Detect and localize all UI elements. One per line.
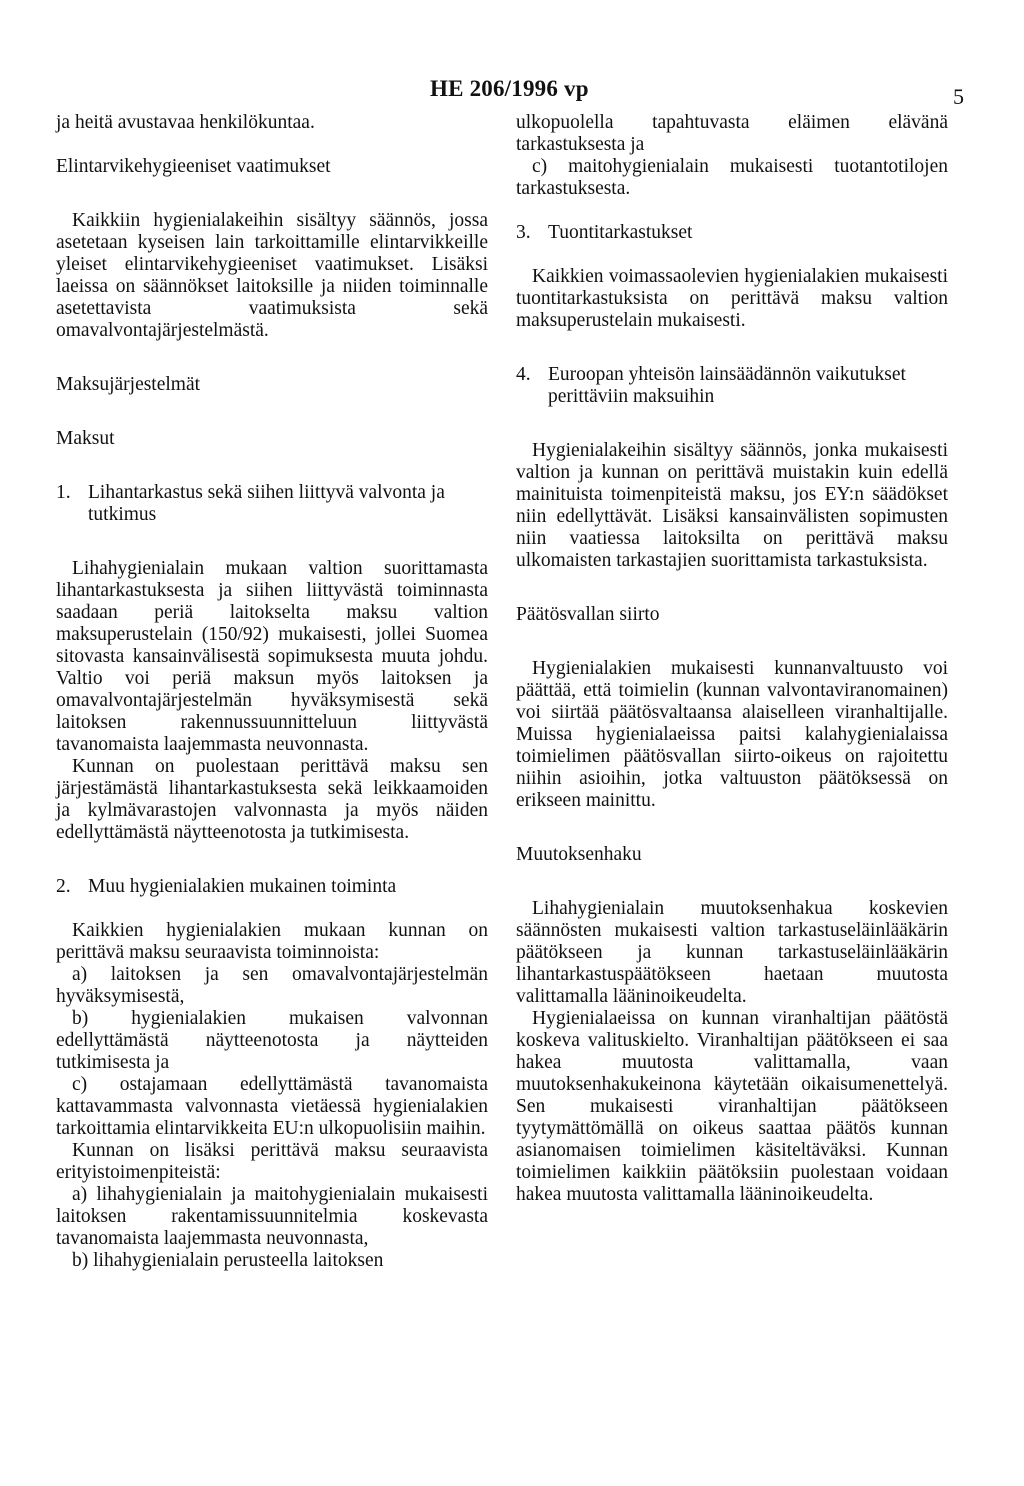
paragraph: Kaikkien voimassaolevien hygienialakien mukaisesti tuontitarkastuksista on perittävä maksu valtion maksuperustelain mukaisesti.	[516, 266, 948, 331]
paragraph: Hygienialakien mukaisesti kunnanvaltuusto voi päättää, että toimielin (kunnan valvontaviranomainen) voi siirtää päätösvaltaansa alaiselleen viranhaltijalle. Muissa hygienialaeissa paitsi kalahygienialaissa toimielimen päätösvallan siirto-oikeus on rajoitettu niihin asioihin, jotka valtuuston päätöksessä on erikseen mainittu.	[516, 658, 948, 811]
section-heading: Muutoksenhaku	[516, 844, 642, 865]
numbered-heading	[516, 222, 948, 244]
paragraph: Hygienialaeissa on kunnan viranhaltijan päätöstä koskeva valituskielto. Viranhaltijan päätökseen ei saa hakea muutosta valittamalla, vaan muutoksenhakukeinona käytetään oikaisumenettelyä. Sen mukaisesti viranhaltijan päätökseen tyytymättömällä on oikeus saattaa päätös kunnan asianomaisen toimielimen käsiteltäväksi. Kunnan toimielimen kaikkiin päätöksiin puolestaan voidaan hakea muutosta valittamalla lääninoikeudelta.	[516, 1008, 948, 1205]
paragraph: Hygienialakeihin sisältyy säännös, jonka mukaisesti valtion ja kunnan on perittävä muistakin kuin edellä mainituista toimenpiteistä maksu, jos EY:n säädökset niin edellyttävät. Lisäksi kansainvälisten sopimusten niin vaatiessa laitoksilta on perittävä maksu ulkomaisten tarkastajien suorittamista tarkastuksista.	[516, 440, 948, 571]
section-heading: Maksujärjestelmät	[56, 374, 201, 395]
numbered-heading	[516, 364, 948, 408]
heading-number: 3.	[516, 222, 531, 243]
paragraph: ulkopuolella tapahtuvasta eläimen elävänä tarkastuksesta ja	[516, 112, 948, 155]
list-item: c) maitohygienialain mukaisesti tuotantotilojen tarkastuksesta.	[516, 156, 948, 199]
list-item: c) ostajamaan edellyttämästä tavanomaista kattavammasta valvonnasta vietäessä hygienialakien tarkoittamia elintarvikkeita EU:n ulkopuolisiin maihin.	[56, 1074, 488, 1139]
left-column	[56, 112, 488, 1272]
page-header	[0, 72, 1024, 112]
section-heading: Päätösvallan siirto	[516, 604, 660, 625]
subsection-heading: Maksut	[56, 428, 115, 449]
paragraph: ja heitä avustavaa henkilökuntaa.	[56, 112, 315, 133]
paragraph: Kaikkien hygienialakien mukaan kunnan on perittävä maksu seuraavista toiminnoista:	[56, 920, 488, 963]
numbered-heading	[56, 482, 488, 526]
heading-number: 2.	[56, 876, 71, 897]
paragraph: Lihahygienialain mukaan valtion suorittamasta lihantarkastuksesta ja siihen liittyvästä toiminnasta saadaan periä laitokselta maksu valtion maksuperustelain (150/92) mukaisesti, jollei Suomea sitovasta kansainvälisestä sopimuksesta muuta johdu. Valtio voi periä maksun myös laitoksen ja omavalvontajärjestelmän hyväksymisestä sekä laitoksen rakennussuunnitteluun liittyvästä tavanomaista laajemmasta neuvonnasta.	[56, 558, 488, 755]
list-item: a) laitoksen ja sen omavalvontajärjestelmän hyväksymisestä,	[56, 964, 488, 1007]
list-item: a) lihahygienialain ja maitohygienialain mukaisesti laitoksen rakentamissuunnitelmia koskevasta tavanomaista laajemmasta neuvonnasta,	[56, 1184, 488, 1249]
paragraph: Lihahygienialain muutoksenhakua koskevien säännösten mukaisesti valtion tarkastuseläinlääkärin päätökseen ja kunnan tarkastuseläinlääkärin lihantarkastuspäätökseen haetaan muutosta valittamalla lääninoikeudelta.	[516, 898, 948, 1007]
section-heading: Elintarvikehygieeniset vaatimukset	[56, 156, 331, 177]
heading-text: Muu hygienialakien mukainen toiminta	[88, 876, 397, 897]
paragraph: Kaikkiin hygienialakeihin sisältyy säännös, jossa asetetaan kyseisen lain tarkoittamille elintarvikkeille yleiset elintarvikehygieeniset vaatimukset. Lisäksi laeissa on säännökset laitoksille ja niiden toiminnalle asetettavista vaatimuksista sekä omavalvontajärjestelmästä.	[56, 210, 488, 341]
page-number: 5	[953, 84, 964, 109]
heading-number: 1.	[56, 482, 71, 503]
list-item: b) lihahygienialain perusteella laitoksen	[72, 1250, 384, 1271]
list-item: b) hygienialakien mukaisen valvonnan edellyttämästä näytteenotosta ja näytteiden tutkimisesta ja	[56, 1008, 488, 1073]
heading-number: 4.	[516, 364, 531, 385]
heading-text: Euroopan yhteisön lainsäädännön vaikutukset perittäviin maksuihin	[548, 364, 906, 407]
document-title: HE 206/1996 vp	[430, 76, 589, 101]
heading-text: Lihantarkastus sekä siihen liittyvä valvonta ja tutkimus	[88, 482, 445, 525]
right-column	[516, 112, 948, 1206]
heading-text: Tuontitarkastukset	[548, 222, 693, 243]
paragraph: Kunnan on puolestaan perittävä maksu sen järjestämästä lihantarkastuksesta sekä leikkaamoiden ja kylmävarastojen valvonnasta ja myös näiden edellyttämästä näytteenotosta ja tutkimisesta.	[56, 756, 488, 843]
paragraph: Kunnan on lisäksi perittävä maksu seuraavista erityistoimenpiteistä:	[56, 1140, 488, 1183]
numbered-heading	[56, 876, 488, 898]
